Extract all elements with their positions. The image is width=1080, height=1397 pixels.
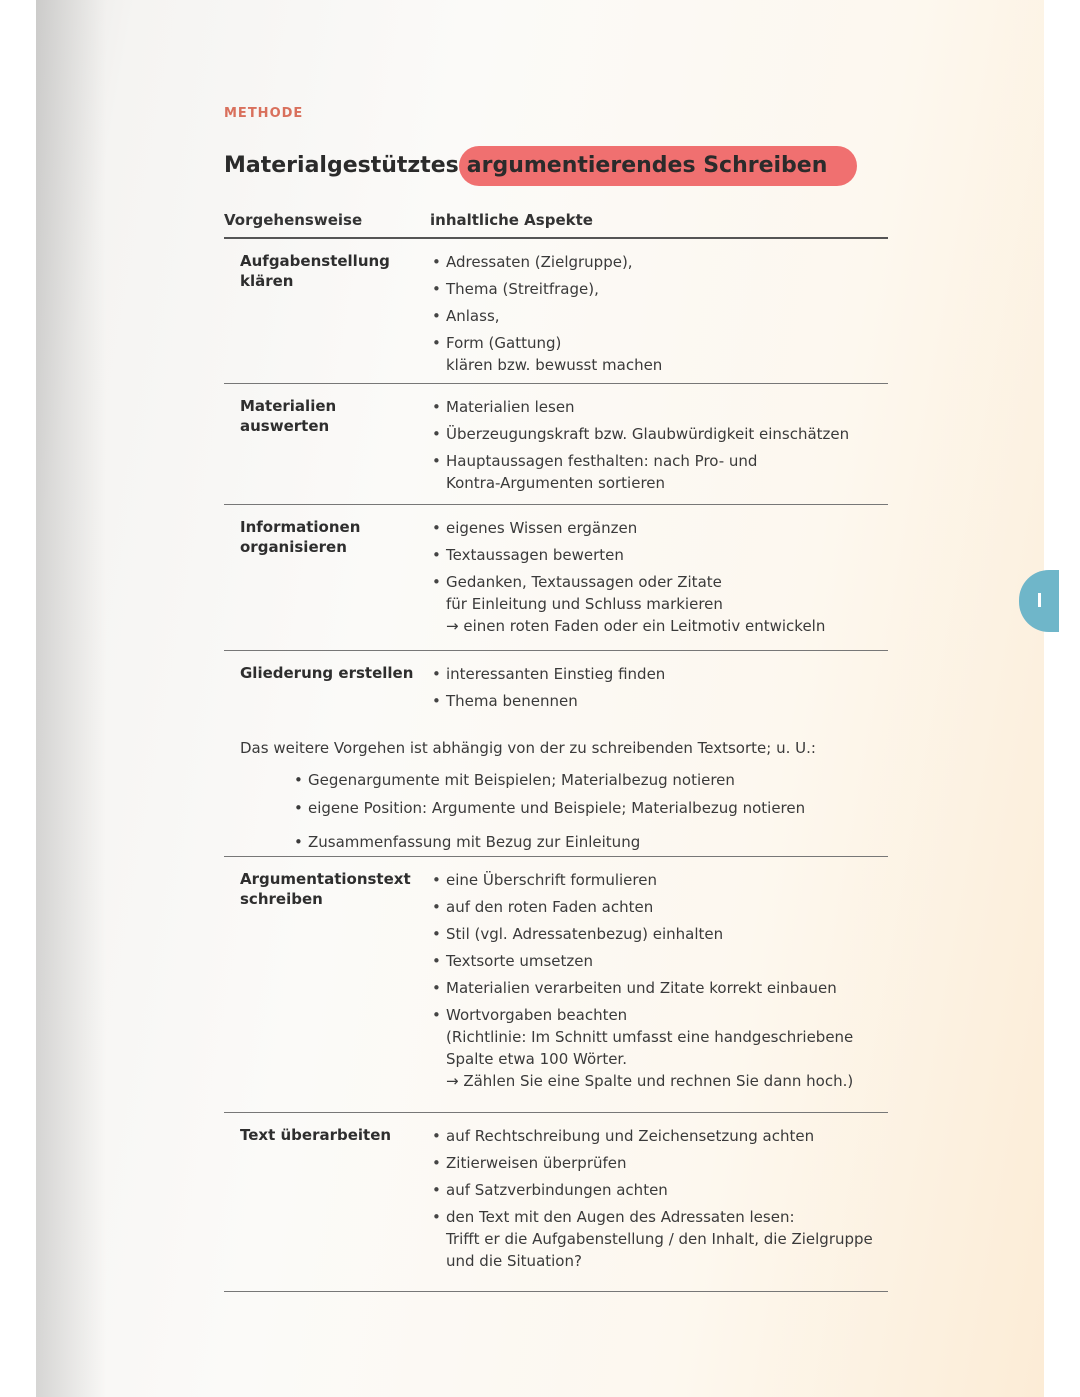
page-title xyxy=(224,146,857,186)
list-item: • eine Überschrift formulieren xyxy=(430,869,888,891)
table-row xyxy=(224,239,888,384)
title-highlight: argumentierendes Schreiben xyxy=(459,146,858,186)
list-item: • interessanten Einstieg finden xyxy=(430,663,888,685)
list-item: • Zusammenfassung mit Bezug zur Einleitung xyxy=(292,831,888,853)
further-steps-text: Das weitere Vorgehen ist abhängig von der zu schreibenden Textsorte; u. U.: xyxy=(240,739,816,757)
list-item: • Überzeugungskraft bzw. Glaubwürdigkeit einschätzen xyxy=(430,423,888,445)
method-table xyxy=(224,205,888,1292)
list-item: • eigenes Wissen ergänzen xyxy=(430,517,888,539)
row-label: Gliederung erstellen xyxy=(240,664,414,682)
list-item: • Gegenargumente mit Beispielen; Materialbezug notieren xyxy=(292,769,888,791)
table-row xyxy=(224,505,888,651)
list-item: • Textaussagen bewerten xyxy=(430,544,888,566)
item-text: den Text mit den Augen des Adressaten lesen: xyxy=(446,1208,795,1226)
header-vorgehensweise: Vorgehensweise xyxy=(224,211,363,229)
list-item: • Thema benennen xyxy=(430,690,888,712)
further-steps-list xyxy=(240,769,888,853)
table-row xyxy=(224,1113,888,1292)
list-item: • Materialien lesen xyxy=(430,396,888,418)
list-item xyxy=(430,332,888,376)
item-text: Hauptaussagen festhalten: nach Pro- und xyxy=(446,452,758,470)
list-item xyxy=(430,450,888,494)
table-row xyxy=(224,857,888,1113)
list-item: • auf den roten Faden achten xyxy=(430,896,888,918)
row-label: Argumentationstext schreiben xyxy=(240,870,411,908)
list-item: • auf Rechtschreibung und Zeichensetzung achten xyxy=(430,1125,888,1147)
chapter-tab-marker xyxy=(1019,570,1059,632)
list-item: • Adressaten (Zielgruppe), xyxy=(430,251,888,273)
item-note: für Einleitung und Schluss markieren xyxy=(446,595,723,613)
list-item: • Zitierweisen überprüfen xyxy=(430,1152,888,1174)
table-row xyxy=(224,384,888,505)
item-text: Wortvorgaben beachten xyxy=(446,1006,628,1024)
item-note: Kontra-Argumenten sortieren xyxy=(446,474,666,492)
tab-mark-icon xyxy=(1038,593,1041,607)
list-item: • eigene Position: Argumente und Beispiele; Materialbezug notieren xyxy=(292,797,888,819)
list-item xyxy=(430,571,888,637)
header-inhaltliche-aspekte: inhaltliche Aspekte xyxy=(430,211,593,229)
list-item: • Materialien verarbeiten und Zitate korrekt einbauen xyxy=(430,977,888,999)
list-item: • auf Satzverbindungen achten xyxy=(430,1179,888,1201)
title-prefix: Materialgestütztes xyxy=(224,153,459,178)
row-label: Materialien auswerten xyxy=(240,397,337,435)
list-item xyxy=(430,1206,888,1272)
row-label: Informationen organisieren xyxy=(240,518,361,556)
row-label: Text überarbeiten xyxy=(240,1126,392,1144)
list-item: • Thema (Streitfrage), xyxy=(430,278,888,300)
item-text: Form (Gattung) xyxy=(446,334,562,352)
list-item: • Anlass, xyxy=(430,305,888,327)
item-note: Trifft er die Aufgabenstellung / den Inhalt, die Zielgruppe und die Situation? xyxy=(446,1230,873,1270)
table-row xyxy=(224,651,888,723)
list-item xyxy=(430,1004,888,1092)
section-kicker: METHODE xyxy=(224,106,304,121)
list-item: • Textsorte umsetzen xyxy=(430,950,888,972)
list-item: • Stil (vgl. Adressatenbezug) einhalten xyxy=(430,923,888,945)
item-text: Gedanken, Textaussagen oder Zitate xyxy=(446,573,722,591)
item-arrow-note: → Zählen Sie eine Spalte und rechnen Sie dann hoch.) xyxy=(446,1072,854,1090)
row-label: Aufgabenstellung klären xyxy=(240,252,390,290)
item-arrow-note: → einen roten Faden oder ein Leitmotiv entwickeln xyxy=(446,617,826,635)
item-note: klären bzw. bewusst machen xyxy=(446,356,663,374)
table-header xyxy=(224,205,888,239)
item-note: (Richtlinie: Im Schnitt umfasst eine handgeschriebene Spalte etwa 100 Wörter. xyxy=(446,1028,854,1068)
further-steps-block xyxy=(224,723,888,857)
